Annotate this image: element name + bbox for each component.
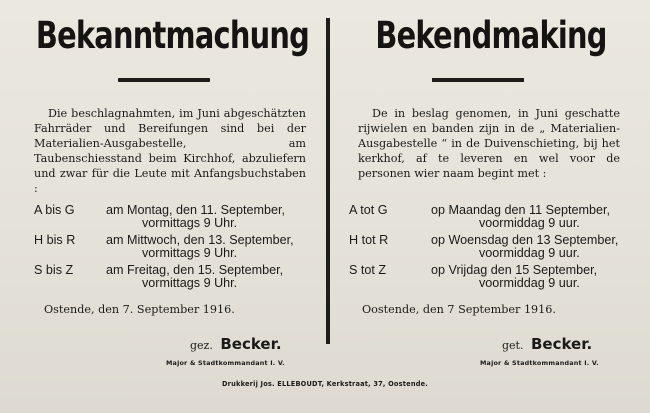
schedule-time: vormittags 9 Uhr. <box>142 246 238 260</box>
german-signature <box>190 335 282 353</box>
signed-prefix: gez. <box>190 339 213 352</box>
dutch-paragraph: De in beslag genomen, in Juni geschatte rijwielen en banden zijn in de „ Materialien-Ausgabestelle “ in de Duivenschieting, bij het kerkhof, af te leveren en wel voor de personen wier naam begint met : <box>358 107 620 180</box>
schedule-day: op Woensdag den 13 September, <box>431 233 619 247</box>
dutch-title: Bekendmaking <box>375 14 607 57</box>
german-paragraph: Die beschlagnahmten, im Juni abgeschätzten Fahrräder und Bereifungen sind bei der Materialien-Ausgabestelle, am Taubenschiesstand beim Kirchhof, abzuliefern und zwar für die Leute mit Anfangsbuchstaben : <box>34 107 306 195</box>
schedule-time: vormittags 9 Uhr. <box>142 276 238 290</box>
schedule-day: op Vrijdag den 15 September, <box>431 263 598 277</box>
schedule-day: op Maandag den 11 September, <box>431 203 611 217</box>
schedule-time: voormiddag 9 uur. <box>479 216 580 230</box>
schedule-letters: H bis R <box>34 233 76 247</box>
dutch-signer-rank: Major & Stadtkommandant I. V. <box>480 359 599 367</box>
schedule-letters: S bis Z <box>34 263 74 277</box>
printer-imprint: Drukkerij Jos. ELLEBOUDT, Kerkstraat, 37, Oostende. <box>221 380 429 388</box>
schedule-letters: H tot R <box>349 233 389 247</box>
signer-name: Becker. <box>530 335 593 353</box>
column-divider <box>326 18 330 344</box>
dutch-signature <box>502 335 592 353</box>
schedule-letters: A bis G <box>34 203 75 217</box>
schedule-letters: S tot Z <box>349 263 387 277</box>
signed-prefix: get. <box>502 339 524 352</box>
schedule-day: am Freitag, den 15. September, <box>106 263 284 277</box>
schedule-time: voormiddag 9 uur. <box>479 246 580 260</box>
dutch-title-rule <box>432 78 524 82</box>
schedule-time: voormiddag 9 uur. <box>479 276 580 290</box>
german-title-rule <box>118 78 210 82</box>
schedule-day: am Mittwoch, den 13. September, <box>106 233 294 247</box>
german-signer-rank: Major & Stadtkommandant I. V. <box>166 359 285 367</box>
schedule-day: am Montag, den 11. September, <box>106 203 285 217</box>
signer-name: Becker. <box>220 335 282 353</box>
german-title: Bekanntmachung <box>35 14 310 57</box>
schedule-letters: A tot G <box>349 203 388 217</box>
german-dateline: Ostende, den 7. September 1916. <box>44 303 235 316</box>
schedule-time: vormittags 9 Uhr. <box>142 216 238 230</box>
dutch-dateline: Oostende, den 7 September 1916. <box>362 303 556 316</box>
